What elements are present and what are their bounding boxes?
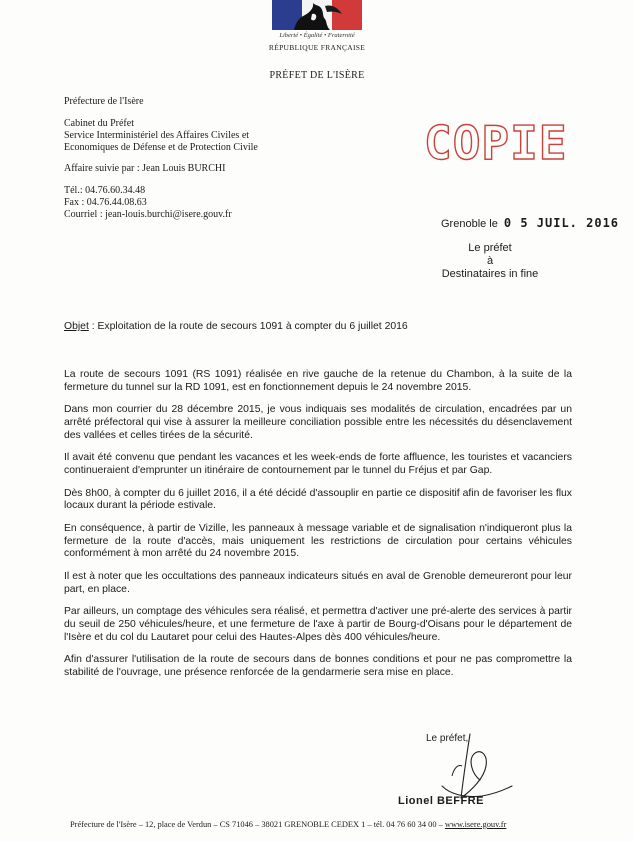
date-line bbox=[441, 216, 619, 230]
page-footer bbox=[70, 820, 570, 829]
signature-label: Le préfet, bbox=[426, 733, 469, 744]
recipient-line1: Le préfet bbox=[468, 242, 512, 254]
sender-email: Courriel : jean-louis.burchi@isere.gouv.fr bbox=[64, 209, 232, 220]
recipient-line2: à bbox=[486, 255, 494, 267]
sender-tel: Tél.: 04.76.60.34.48 bbox=[64, 185, 146, 196]
marianne-logo bbox=[268, 0, 366, 58]
sender-cabinet: Cabinet du Préfet bbox=[64, 118, 134, 129]
recipient-line3: Destinataires in fine bbox=[441, 268, 539, 280]
date-place: Grenoble le bbox=[441, 218, 498, 230]
marianne-profile-icon bbox=[272, 0, 362, 30]
body-paragraph: En conséquence, à partir de Vizille, les panneaux à message variable et de signalisation n'indiqueront plus la fermeture de la route d'accès, mais uniquement les restrictions de circulation pour certains véhicules conformément à mon arrêté du 24 novembre 2015. bbox=[64, 523, 572, 560]
sender-service-line2: Economiques de Défense et de Protection Civile bbox=[64, 142, 258, 153]
subject-label: Objet bbox=[64, 321, 89, 332]
body-paragraph: Il est à noter que les occultations des panneaux indicateurs situés en aval de Grenoble demeureront pour leur part, en place. bbox=[64, 571, 572, 595]
subject-text: : Exploitation de la route de secours 1091 à compter du 6 juillet 2016 bbox=[88, 321, 408, 332]
subject-line bbox=[64, 321, 408, 332]
recipient-block bbox=[410, 242, 570, 281]
body-paragraph: La route de secours 1091 (RS 1091) réalisée en rive gauche de la retenue du Chambon, à la suite de la fermeture du tunnel sur la RD 1091, est en fonctionnement depuis le 24 novembre 2015. bbox=[64, 369, 572, 393]
sender-prefecture: Préfecture de l'Isère bbox=[64, 96, 144, 107]
sender-affaire: Affaire suivie par : Jean Louis BURCHI bbox=[64, 163, 226, 174]
copie-stamp: COPIE bbox=[424, 116, 568, 170]
letter-body bbox=[64, 369, 572, 690]
body-paragraph: Par ailleurs, un comptage des véhicules sera réalisé, et permettra d'activer une pré-alerte des services à partir du seuil de 250 véhicules/heure, et une fermeture de l'axe à partir de Bourg-d'Oisans pour le département de l'Isère et du col du Lautaret pour celui des Hautes-Alpes dès 400 véhicules/heure. bbox=[64, 606, 572, 643]
footer-address: Préfecture de l'Isère – 12, place de Verdun – CS 71046 – 38021 GRENOBLE CEDEX 1 – tél. 04 76 60 34 00 – bbox=[70, 820, 445, 829]
sender-service-line1: Service Interministériel des Affaires Civiles et bbox=[64, 130, 250, 141]
footer-website-link[interactable]: www.isere.gouv.fr bbox=[444, 820, 507, 829]
body-paragraph: Dans mon courrier du 28 décembre 2015, je vous indiquais ses modalités de circulation, encadrées par un arrêté préfectoral qui vise à assurer la meilleure conciliation possible entre les nécessités du désenclavement des vallées et celles tirées de la sécurité. bbox=[64, 404, 572, 441]
prefet-title: PRÉFET DE L'ISÈRE bbox=[269, 70, 365, 81]
signer-name: Lionel BEFFRE bbox=[398, 795, 484, 807]
body-paragraph: Il avait été convenu que pendant les vacances et les week-ends de forte affluence, les touristes et vacanciers continueraient d'emprunter un itinéraire de contournement par le tunnel du Fréjus et par Gap. bbox=[64, 452, 572, 476]
body-paragraph: Afin d'assurer l'utilisation de la route de secours dans de bonnes conditions et pour ne pas compromettre la stabilité de l'ouvrage, une présence renforcée de la gendarmerie sera mise en place. bbox=[64, 654, 572, 678]
sender-block bbox=[64, 96, 324, 221]
body-paragraph: Dès 8h00, à compter du 6 juillet 2016, il a été décidé d'assouplir en partie ce dispositif afin de favoriser les flux locaux durant la période estivale. bbox=[64, 487, 572, 512]
date-stamp: 0 5 JUIL. 2016 bbox=[503, 216, 620, 230]
republic-motto: Liberté • Égalité • Fraternité bbox=[279, 32, 355, 39]
sender-fax: Fax : 04.76.44.08.63 bbox=[64, 197, 147, 208]
republic-name: RÉPUBLIQUE FRANÇAISE bbox=[268, 43, 366, 52]
